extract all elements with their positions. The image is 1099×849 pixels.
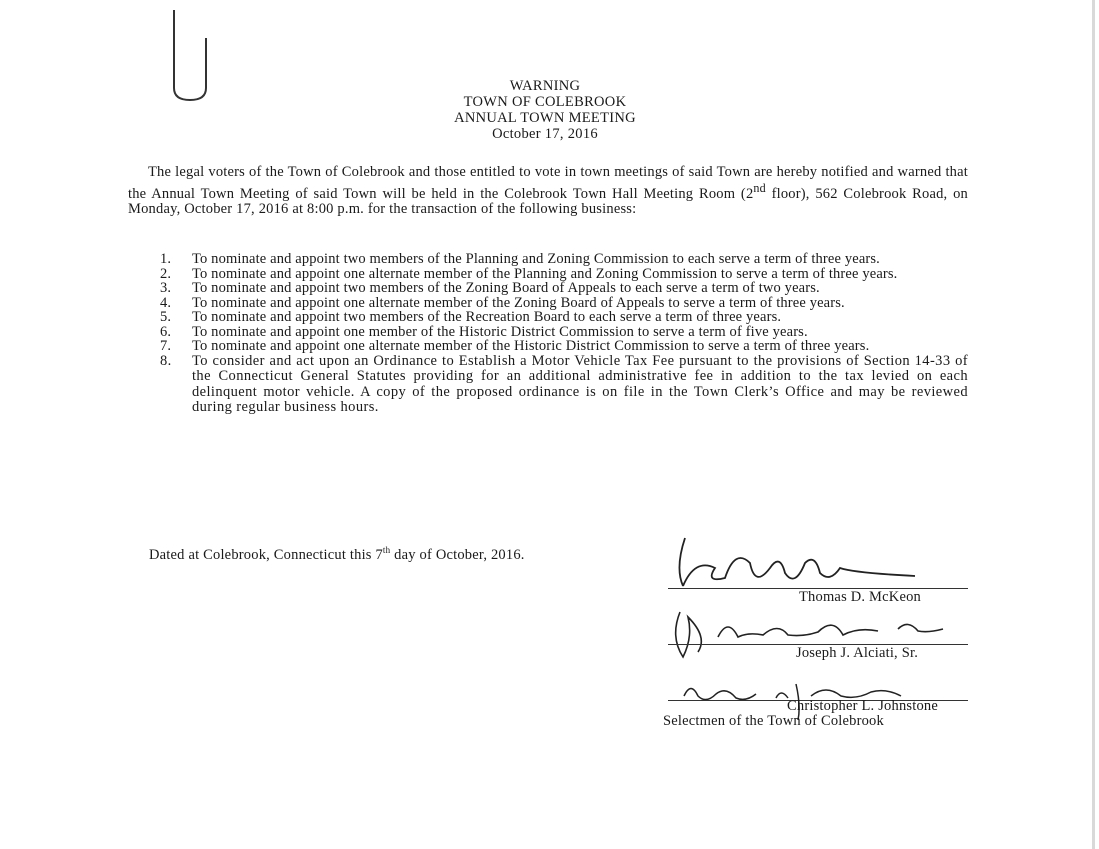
item-text: To nominate and appoint two members of the Recreation Board to each serve a term of three years. [192, 309, 782, 325]
item-number: 5. [160, 309, 172, 325]
list-item [160, 310, 968, 325]
item-number: 1. [160, 251, 172, 267]
list-item [160, 267, 968, 282]
selectmen-caption: Selectmen of the Town of Colebrook [663, 713, 884, 729]
signer-name: Thomas D. McKeon [799, 589, 921, 605]
item-number: 4. [160, 294, 172, 311]
dated-sup: th [382, 545, 391, 555]
list-item [160, 354, 968, 416]
item-number: 8. [160, 352, 172, 369]
list-item [160, 281, 968, 296]
item-number: 6. [160, 323, 172, 340]
page-edge [1092, 0, 1095, 849]
paperclip-mark [170, 8, 212, 104]
meeting-date: October 17, 2016 [492, 126, 598, 142]
business-items [160, 252, 968, 416]
item-number: 7. [160, 338, 172, 354]
intro-paragraph [128, 165, 968, 217]
item-number: 3. [160, 280, 172, 296]
dated-text-2: day of October, 2016. [390, 546, 525, 563]
dated-line [149, 545, 525, 564]
intro-text-1: The legal voters of the Town of Colebrook and those entitled to vote in town meetings of said Town are hereby notified and warned that the Annual Town Meeting of said Town will be held in the Colebrook Town Hall Meeting Room (2 [128, 164, 968, 202]
dated-text-1: Dated at Colebrook, Connecticut this 7 [149, 546, 383, 563]
item-text: To nominate and appoint one alternate member of the Historic District Commission to serve a term of three years. [192, 338, 870, 354]
item-text: To consider and act upon an Ordinance to Establish a Motor Vehicle Tax Fee pursuant to the provisions of Section 14-33 of the Connecticut General Statutes providing for an additional administrative fee in addition to the tax levied on each delinquent motor vehicle. A copy of the proposed ordinance is on file in the Town Clerk’s Office and may be reviewed during regular business hours. [192, 352, 968, 415]
signer-name: Christopher L. Johnstone [787, 698, 938, 714]
item-text: To nominate and appoint one member of the Historic District Commission to serve a term of five years. [192, 323, 808, 340]
item-text: To nominate and appoint two members of the Planning and Zoning Commission to each serve a term of three years. [192, 251, 880, 267]
item-text: To nominate and appoint two members of the Zoning Board of Appeals to each serve a term of two years. [192, 280, 820, 296]
intro-sup: nd [753, 180, 766, 195]
intro-text-2: floor), 562 Colebrook Road, on Monday, October 17, 2016 at 8:00 p.m. for the transaction of the following business: [128, 185, 968, 217]
town-name: TOWN OF COLEBROOK [463, 94, 627, 110]
list-item [160, 339, 968, 354]
signer-name: Joseph J. Alciati, Sr. [796, 645, 919, 661]
list-item [160, 296, 968, 311]
document-header [380, 78, 710, 142]
item-number: 2. [160, 265, 172, 282]
warning-title: WARNING [509, 78, 581, 94]
item-text: To nominate and appoint one alternate member of the Planning and Zoning Commission to serve a term of three years. [192, 265, 898, 282]
meeting-title: ANNUAL TOWN MEETING [454, 110, 636, 126]
list-item [160, 252, 968, 267]
list-item [160, 325, 968, 340]
item-text: To nominate and appoint one alternate member of the Zoning Board of Appeals to serve a term of three years. [192, 294, 845, 311]
